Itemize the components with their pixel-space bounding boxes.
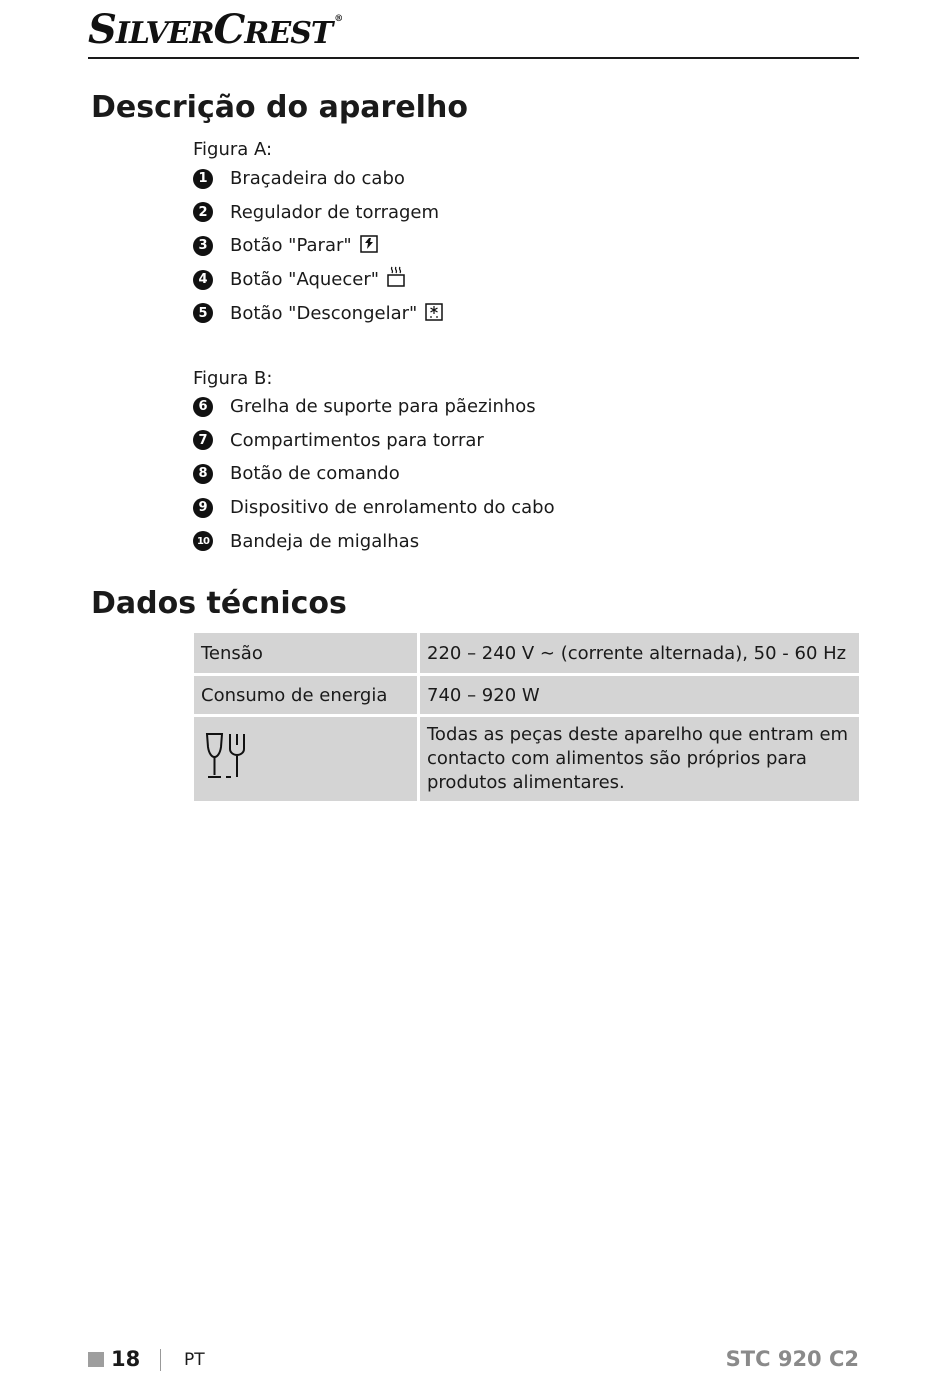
table-cell-value: 740 – 920 W [420,676,859,717]
list-item [193,196,445,230]
list-item [193,162,445,196]
item-text: Botão "Descongelar" [230,302,418,324]
table-cell-label: Consumo de energia [194,676,420,717]
item-text: Regulador de torragem [230,201,440,223]
item-text: Botão "Aquecer" [230,269,380,291]
list-item [193,263,445,297]
language-code: PT [184,1350,205,1370]
section-title-description: Descrição do aparelho [91,90,468,125]
brand-logo: SILVERCREST ® [88,6,343,53]
item-number: 2 [193,202,213,222]
table-cell-label: Tensão [194,633,420,676]
figure-a-label: Figura A: [193,139,273,160]
list-item [193,491,555,525]
table-cell-icon [194,717,420,804]
list-item [193,296,445,330]
figure-b-list [193,390,555,558]
page-number: 18 [111,1347,141,1371]
footer-divider [160,1349,161,1371]
list-item [193,424,555,458]
list-item [193,390,555,424]
section-title-tech-data: Dados técnicos [91,586,347,621]
item-number: 3 [193,236,213,256]
item-number: 7 [193,430,213,450]
item-text: Braçadeira do cabo [230,168,405,190]
tech-data-table [194,633,859,804]
stop-icon [358,232,380,259]
item-text: Compartimentos para torrar [230,429,484,451]
model-number: STC 920 C2 [725,1347,859,1371]
item-number: 9 [193,498,213,518]
item-number: 8 [193,464,213,484]
item-number: 6 [193,397,213,417]
table-row [194,676,859,717]
item-number: 5 [193,303,213,323]
table-cell-value: 220 – 240 V ∼ (corrente alternada), 50 - 60 Hz [420,633,859,676]
figure-b-label: Figura B: [193,368,273,389]
footer-square-icon [88,1352,104,1367]
item-number: 4 [193,270,213,290]
reheat-icon [385,266,407,293]
table-row [194,633,859,676]
item-text: Grelha de suporte para pãezinhos [230,396,536,418]
item-text: Botão "Parar" [230,235,352,257]
list-item [193,229,445,263]
table-row [194,717,859,804]
figure-a-list [193,162,445,330]
defrost-icon [423,300,445,327]
food-safe-icon [204,731,250,788]
item-text: Dispositivo de enrolamento do cabo [230,497,555,519]
header-rule [88,57,859,59]
item-text: Bandeja de migalhas [230,530,420,552]
page-footer [0,1347,950,1377]
table-cell-value: Todas as peças deste aparelho que entram em contacto com alimentos são próprios para produtos alimentares. [420,717,859,804]
item-number: 1 [193,169,213,189]
item-number: 10 [193,531,213,551]
list-item [193,524,555,558]
list-item [193,457,555,491]
item-text: Botão de comando [230,463,400,485]
